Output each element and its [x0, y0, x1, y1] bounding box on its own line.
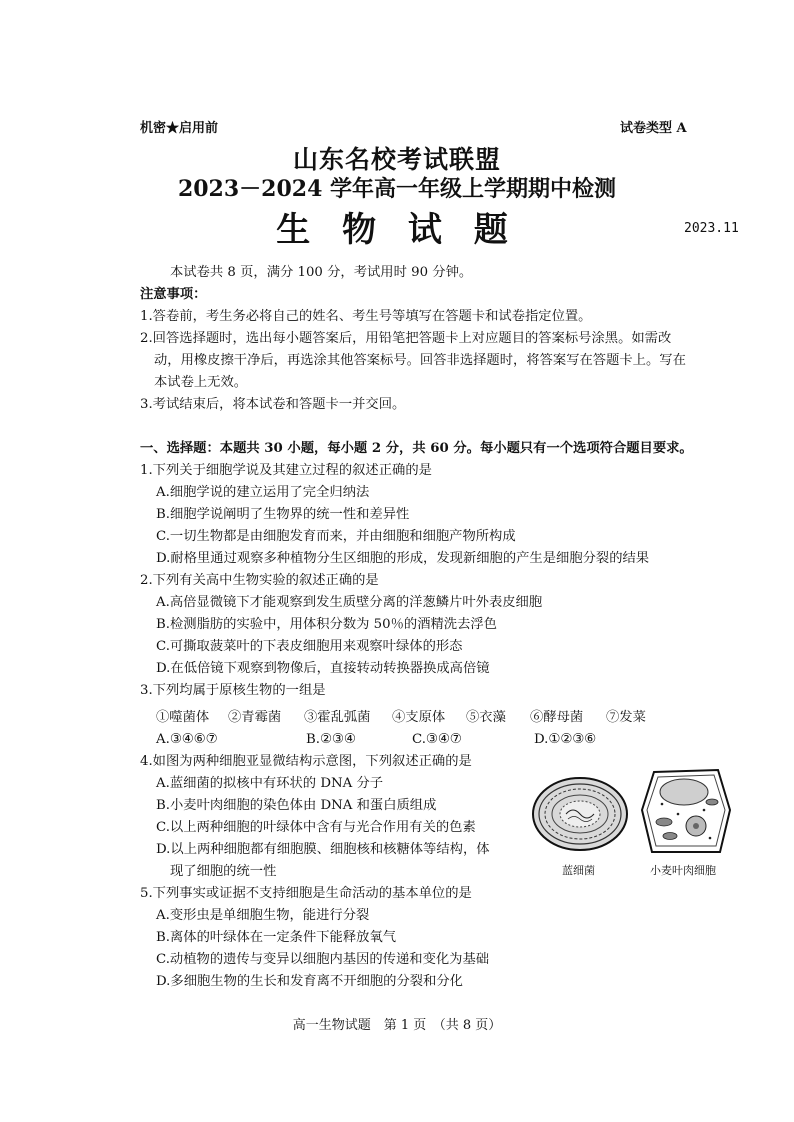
alliance-title: 山东名校考试联盟	[292, 145, 501, 174]
q3-item: ⑦发菜	[606, 710, 646, 725]
q5-option-c: C.动植物的遗传与变异以细胞内基因的传递和变化为基础	[156, 952, 490, 967]
mesophyll-cell-caption: 小麦叶肉细胞	[650, 864, 716, 877]
cyanobacteria-figure	[530, 774, 630, 854]
q1-option-d: D.耐格里通过观察多种植物分生区细胞的形成，发现新细胞的产生是细胞分裂的结果	[156, 551, 650, 566]
mesophyll-cell-figure	[640, 766, 732, 856]
q4-stem: 4.如图为两种细胞亚显微结构示意图，下列叙述正确的是	[140, 754, 472, 769]
q2-option-c: C.可撕取菠菜叶的下表皮细胞用来观察叶绿体的形态	[156, 639, 463, 654]
note-line: 3.考试结束后，将本试卷和答题卡一并交回。	[140, 397, 406, 412]
q3-item: ①噬菌体	[156, 710, 210, 725]
q5-option-b: B.离体的叶绿体在一定条件下能释放氧气	[156, 930, 397, 945]
q5-option-a: A.变形虫是单细胞生物，能进行分裂	[156, 908, 370, 923]
q3-option-d: D.①②③⑥	[534, 732, 597, 747]
confidential-label: 机密★启用前	[140, 121, 219, 136]
exam-date: 2023.11	[684, 221, 739, 236]
page-footer: 高一生物试题 第 1 页 （共 8 页）	[292, 1018, 502, 1033]
q4-option-b: B.小麦叶肉细胞的染色体由 DNA 和蛋白质组成	[156, 798, 437, 813]
q1-stem: 1.下列关于细胞学说及其建立过程的叙述正确的是	[140, 463, 432, 478]
subject-title: 生 物 试 题	[276, 210, 518, 250]
q3-item: ③霍乱弧菌	[304, 710, 371, 725]
q1-option-a: A.细胞学说的建立运用了完全归纳法	[156, 485, 370, 500]
q1-option-b: B.细胞学说阐明了生物界的统一性和差异性	[156, 507, 410, 522]
q3-stem: 3.下列均属于原核生物的一组是	[140, 683, 326, 698]
q2-option-d: D.在低倍镜下观察到物像后，直接转动转换器换成高倍镜	[156, 661, 490, 676]
note-line: 动，用橡皮擦干净后，再选涂其他答案标号。回答非选择题时，将答案写在答题卡上。写在	[154, 353, 686, 368]
note-line: 1.答卷前，考生务必将自己的姓名、考生号等填写在答题卡和试卷指定位置。	[140, 309, 592, 324]
intro-text: 本试卷共 8 页，满分 100 分，考试用时 90 分钟。	[170, 265, 473, 280]
q5-option-d: D.多细胞生物的生长和发育离不开细胞的分裂和分化	[156, 974, 463, 989]
q3-option-b: B.②③④	[306, 732, 356, 747]
q3-option-c: C.③④⑦	[412, 732, 462, 747]
q3-item: ⑥酵母菌	[530, 710, 584, 725]
q4-option-a: A.蓝细菌的拟核中有环状的 DNA 分子	[156, 776, 384, 791]
q3-option-a: A.③④⑥⑦	[156, 732, 218, 747]
q4-option-d: D.以上两种细胞都有细胞膜、细胞核和核糖体等结构，体	[156, 842, 490, 857]
cyanobacteria-caption: 蓝细菌	[562, 864, 595, 877]
q2-option-a: A.高倍显微镜下才能观察到发生质壁分离的洋葱鳞片叶外表皮细胞	[156, 595, 543, 610]
note-line: 2.回答选择题时，选出每小题答案后，用铅笔把答题卡上对应题目的答案标号涂黑。如需改	[140, 331, 672, 346]
paper-type-label: 试卷类型 A	[620, 121, 687, 136]
q2-option-b: B.检测脂肪的实验中，用体积分数为 50％的酒精洗去浮色	[156, 617, 497, 632]
q3-item: ⑤衣藻	[466, 710, 506, 725]
note-line: 本试卷上无效。	[154, 375, 248, 390]
q3-item: ④支原体	[392, 710, 446, 725]
q2-stem: 2.下列有关高中生物实验的叙述正确的是	[140, 573, 379, 588]
q4-option-c: C.以上两种细胞的叶绿体中含有与光合作用有关的色素	[156, 820, 476, 835]
section-heading: 一、选择题：本题共 30 小题，每小题 2 分，共 60 分。每小题只有一个选项符合题目要求。	[140, 441, 693, 456]
notes-title: 注意事项：	[140, 287, 207, 302]
q5-stem: 5.下列事实或证据不支持细胞是生命活动的基本单位的是	[140, 886, 472, 901]
q4-option-d-cont: 现了细胞的统一性	[170, 864, 277, 879]
q1-option-c: C.一切生物都是由细胞发育而来，并由细胞和细胞产物所构成	[156, 529, 516, 544]
q3-item: ②青霉菌	[228, 710, 282, 725]
exam-title: 2023－2024 学年高一年级上学期期中检测	[177, 176, 617, 202]
